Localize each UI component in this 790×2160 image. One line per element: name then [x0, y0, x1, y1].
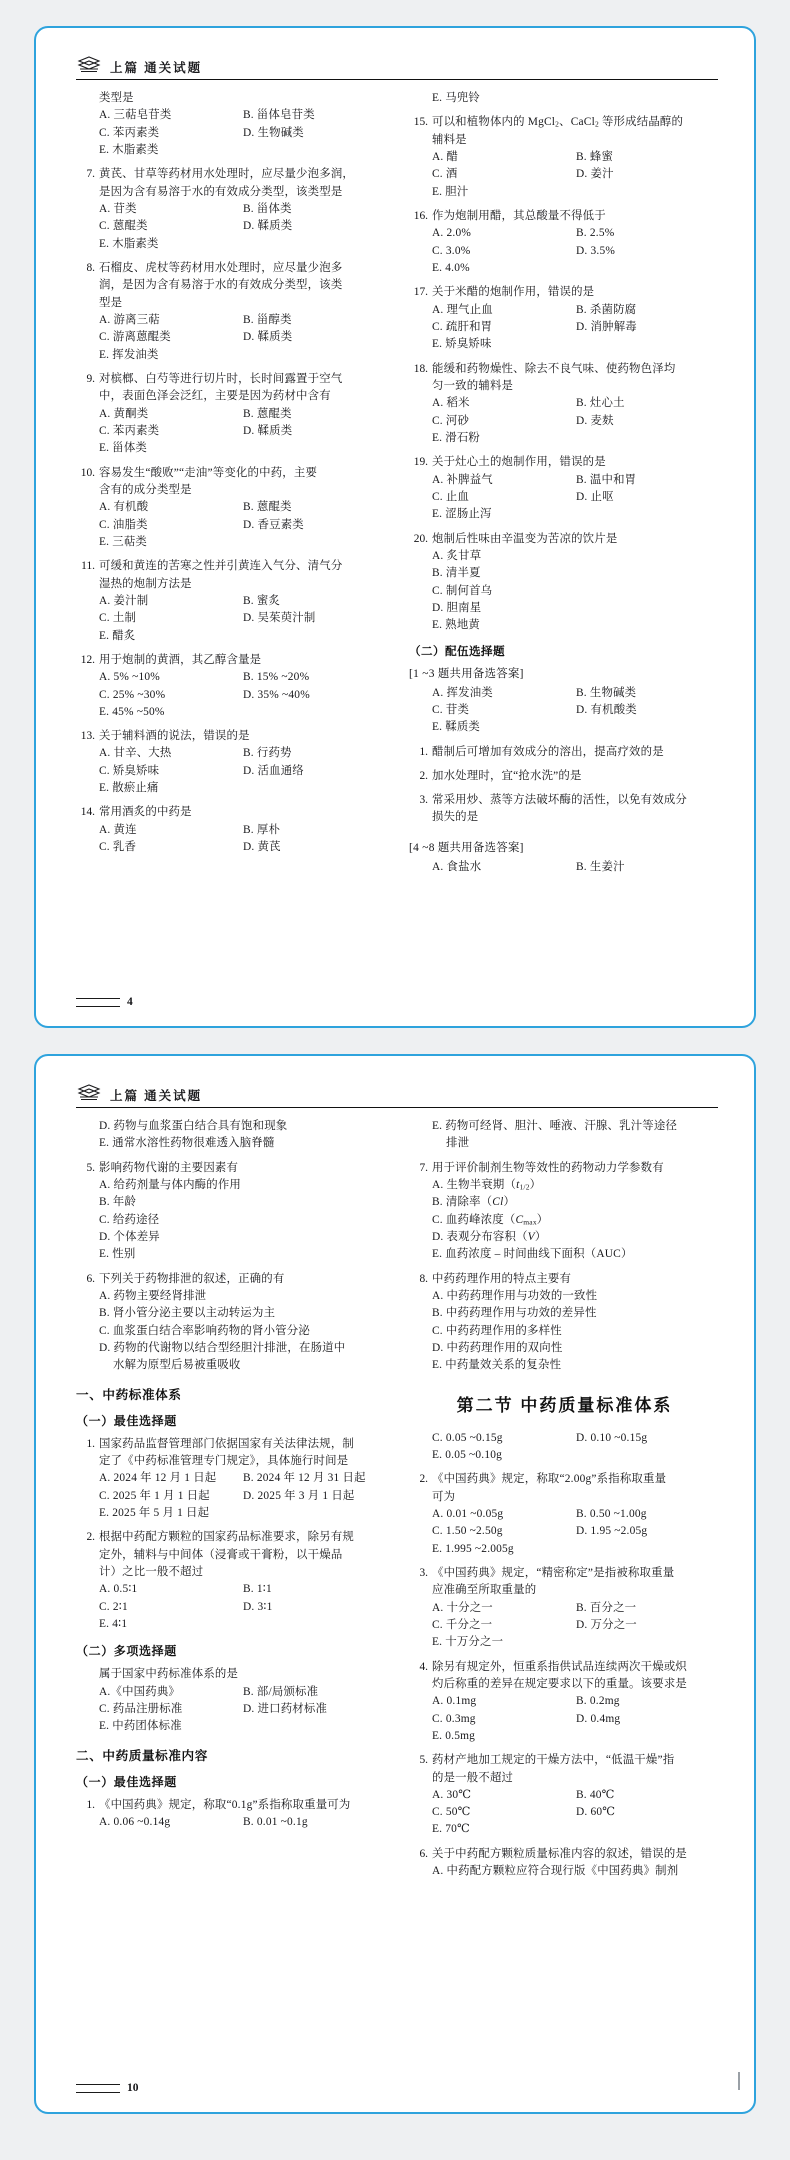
option[interactable]: C. 苯丙素类 — [99, 424, 160, 437]
option[interactable]: E. 1.995 ~2.005g — [432, 1542, 514, 1555]
option[interactable]: D. 生物碱类 — [243, 126, 304, 139]
option[interactable]: E. 胆汁 — [432, 185, 469, 198]
book-stack-icon — [76, 1083, 102, 1103]
option[interactable]: D. 万分之一 — [576, 1618, 637, 1631]
page2-right-column — [409, 1118, 720, 1887]
question-number: 13. — [80, 730, 95, 743]
option[interactable]: B. 行药势 — [243, 747, 292, 760]
option[interactable]: A. 黄酮类 — [99, 407, 149, 420]
option[interactable]: A. 挥发油类 — [432, 686, 493, 699]
option[interactable]: B. 甾醇类 — [243, 313, 292, 326]
matching-item — [409, 768, 720, 785]
question-stem: 国家药品监督管理部门依据国家有关法律法规，制 — [99, 1437, 354, 1450]
page-folio — [76, 996, 133, 1008]
option[interactable]: A. 生物半衰期$(t_{1/2})$ — [432, 1178, 542, 1192]
question-item — [409, 1752, 720, 1839]
option[interactable]: B. 0.01 ~0.1g — [243, 1815, 308, 1828]
question-stem: 中药药理作用的特点主要有 — [432, 1272, 572, 1285]
option[interactable]: A. 姜汁制 — [99, 594, 149, 607]
question-item — [409, 208, 720, 277]
section-heading-level2: （二）多项选择题 — [76, 1644, 177, 1659]
section-heading-level1: 二、中药质量标准内容 — [76, 1748, 208, 1763]
option[interactable]: C. 止血 — [432, 490, 470, 503]
option[interactable]: D. 活血通络 — [243, 764, 304, 777]
matching-shared-options — [409, 685, 720, 737]
question-stem-cont: 可为 — [432, 1490, 456, 1503]
question-item — [76, 371, 387, 458]
question-stem: 能缓和药物燥性、除去不良气味、使药物色泽均 — [432, 362, 676, 375]
question-stem: 用于评价制剂生物等效性的药物动力学参数有 — [432, 1161, 664, 1174]
question-stem-cont: 定外，辅料与中间体（浸膏或干膏粉，以干燥品 — [99, 1548, 343, 1561]
option[interactable]: C. 50℃ — [432, 1806, 471, 1819]
option[interactable]: E. 马兜铃 — [432, 92, 481, 104]
option[interactable]: D. 3∶1 — [243, 1600, 273, 1613]
question-stem: 影响药物代谢的主要因素有 — [99, 1161, 239, 1174]
question-item — [76, 1271, 387, 1375]
book-stack-icon — [76, 55, 102, 75]
question-number: 14. — [80, 806, 95, 819]
question-item — [76, 652, 387, 721]
option[interactable]: C. 土制 — [99, 612, 137, 625]
question-item — [76, 558, 387, 645]
question-number: 3. — [419, 1566, 428, 1579]
option[interactable]: C. 25% ~30% — [99, 688, 166, 701]
question-stem: 常用酒炙的中药是 — [99, 806, 192, 819]
question-number: 20. — [413, 532, 428, 545]
option[interactable]: C. 酒 — [432, 168, 458, 181]
option[interactable]: B. 蒽醌类 — [243, 501, 292, 514]
question-number: 8. — [86, 261, 95, 274]
page2-left-column — [76, 1118, 387, 1838]
question-number: 19. — [413, 456, 428, 469]
question-stem-cont: 润，是因为含有易溶于水的有效成分类型，该类 — [99, 279, 343, 292]
folio-rule — [76, 998, 120, 1007]
option[interactable]: D. 吴茱萸汁制 — [243, 612, 316, 625]
question-stem: 可缓和黄连的苦寒之性并引黄连入气分、清气分 — [99, 560, 343, 573]
question-number: 6. — [419, 1847, 428, 1860]
option[interactable]: E. 十万分之一 — [432, 1636, 504, 1649]
question-stem: 炮制后性味由辛温变为苦凉的饮片是 — [432, 532, 618, 545]
option[interactable]: A. 2.0% — [432, 227, 472, 240]
option[interactable]: A. 有机酸 — [99, 501, 149, 514]
option[interactable]: D. 个体差异 — [99, 1230, 160, 1243]
option[interactable]: C. 油脂类 — [99, 518, 148, 531]
question-item — [76, 1160, 387, 1264]
option[interactable]: D. 鞣质类 — [243, 331, 293, 344]
option[interactable]: A. 三萜皂苷类 — [99, 109, 172, 122]
option[interactable]: D. 表观分布容积（V） — [432, 1230, 547, 1243]
option[interactable]: B. 生姜汁 — [576, 860, 625, 873]
option[interactable]: D. 鞣质类 — [243, 424, 293, 437]
option[interactable]: B. 中药药理作用与功效的差异性 — [432, 1307, 597, 1320]
question-stem: 关于辅料酒的说法，错误的是 — [99, 730, 250, 743]
option[interactable]: D. 0.10 ~0.15g — [576, 1431, 648, 1444]
page1-left-column — [76, 90, 387, 863]
option[interactable]: A. 甘辛、大热 — [99, 747, 172, 760]
option[interactable]: C. 蒽醌类 — [99, 220, 148, 233]
question-stem: 容易发生“酸败”“走油”等变化的中药，主要 — [99, 466, 318, 479]
option[interactable]: C. 矫臭矫味 — [99, 764, 160, 777]
option[interactable]: D. 进口药材标准 — [243, 1702, 328, 1715]
matching-group-label: [4 ~8 题共用备选答案] — [409, 841, 524, 854]
option[interactable]: C. 0.3mg — [432, 1712, 476, 1725]
option[interactable]: A.《中国药典》 — [99, 1685, 181, 1698]
question-number: 7. — [86, 168, 95, 181]
matching-item — [409, 792, 720, 827]
option[interactable]: E. 滑石粉 — [432, 431, 481, 444]
question-number: 16. — [413, 209, 428, 222]
option[interactable]: A. 0.06 ~0.14g — [99, 1815, 171, 1828]
option[interactable]: C. 药品注册标准 — [99, 1702, 183, 1715]
question-item — [409, 454, 720, 523]
option[interactable]: A. 补脾益气 — [432, 473, 493, 486]
option[interactable]: A. 十分之一 — [432, 1601, 493, 1614]
folio-rule — [76, 2084, 120, 2093]
option[interactable]: D. 胆南星 — [432, 601, 482, 614]
question-number: 8. — [419, 1272, 428, 1285]
option[interactable]: C. 3.0% — [432, 244, 471, 257]
section-heading-level2: （一）最佳选择题 — [76, 1413, 177, 1428]
option[interactable]: B. 甾体类 — [243, 202, 292, 215]
question-item — [409, 361, 720, 448]
option[interactable]: A. 2024 年 12 月 1 日起 — [99, 1472, 217, 1485]
option[interactable]: C. 苯丙素类 — [99, 126, 160, 139]
question-number: 3. — [419, 794, 428, 807]
question-number: 10. — [80, 466, 95, 479]
option[interactable]: C. 血药峰浓度$(C_{max})$ — [432, 1213, 549, 1227]
option[interactable]: E. 通常水溶性药物很难透入脑脊髓 — [99, 1137, 275, 1150]
option[interactable]: D. 香豆素类 — [243, 518, 304, 531]
running-head-label: 上篇 通关试题 — [110, 1088, 203, 1103]
option[interactable]: B. 甾体皂苷类 — [243, 109, 315, 122]
chapter-section-title: 第二节 中药质量标准体系 — [456, 1395, 673, 1415]
question-stem-cont: 是因为含有易溶于水的有效成分类型，该类型是 — [99, 185, 343, 198]
option[interactable]: E. 木脂素类 — [99, 143, 159, 156]
option[interactable]: B. 百分之一 — [576, 1601, 637, 1614]
question-item — [409, 1659, 720, 1746]
question-stem: 关于中药配方颗粒质量标准内容的叙述，错误的是 — [432, 1847, 687, 1860]
option[interactable]: D. 35% ~40% — [243, 688, 310, 701]
option[interactable]: E. 矫臭矫味 — [432, 338, 492, 351]
option[interactable]: E. 挥发油类 — [99, 348, 159, 361]
option[interactable]: B. 15% ~20% — [243, 671, 310, 684]
question-item — [76, 1529, 387, 1633]
question-number: 5. — [419, 1754, 428, 1767]
option[interactable]: A. 药物主要经肾排泄 — [99, 1289, 207, 1302]
option[interactable]: E. 涩肠止泻 — [432, 508, 492, 521]
option[interactable]: B. 年龄 — [99, 1196, 137, 1209]
option[interactable]: E. 4∶1 — [99, 1617, 128, 1630]
option[interactable]: E. 0.05 ~0.10g — [432, 1448, 503, 1461]
option[interactable]: B. 40℃ — [576, 1788, 615, 1801]
question-stem: 石榴皮、虎杖等药材用水处理时，应尽量少泡多 — [99, 261, 343, 274]
question-stem-cont: 计）之比一般不超过 — [99, 1565, 204, 1578]
option[interactable]: C. 中药药理作用的多样性 — [432, 1324, 562, 1337]
option[interactable]: C. 给药途径 — [99, 1213, 160, 1226]
question-1-tail — [409, 1430, 720, 1465]
option[interactable]: B. 0.2mg — [576, 1695, 620, 1708]
option[interactable]: D. 鞣质类 — [243, 220, 293, 233]
question-number: 1. — [86, 1437, 95, 1450]
question-14-tail — [409, 90, 720, 107]
option[interactable]: A. 给药剂量与体内酶的作用 — [99, 1178, 242, 1191]
question-stem-cont: 中，表面色泽会泛红，主要是因为药材中含有 — [99, 390, 331, 403]
question-number: 17. — [413, 286, 428, 299]
question-stem: 对槟榔、白芍等进行切片时，长时间露置于空气 — [99, 372, 343, 385]
question-number: 15. — [413, 116, 428, 129]
option[interactable]: E. 药物可经肾、胆汁、唾液、汗腺、乳汁等途径 — [432, 1120, 678, 1132]
option[interactable]: B. 2.5% — [576, 227, 615, 240]
option[interactable]: A. 0.1mg — [432, 1695, 477, 1708]
question-stem-cont: 定了《中药标准管理专门规定》，具体施行时间是 — [99, 1454, 349, 1467]
option[interactable]: D. 0.4mg — [576, 1712, 621, 1725]
question-stem-cont: 应准确至所取重量的 — [432, 1584, 537, 1597]
question-number: 1. — [86, 1798, 95, 1811]
option[interactable]: C. 河砂 — [432, 414, 470, 427]
option[interactable]: C. 血浆蛋白结合率影响药物的肾小管分泌 — [99, 1324, 310, 1337]
question-number: 7. — [419, 1161, 428, 1174]
question-item — [76, 804, 387, 856]
question-stem: 黄芪、甘草等药材用水处理时，应尽量少泡多润， — [99, 168, 354, 181]
question-item — [409, 284, 720, 353]
option[interactable]: E. 醋炙 — [99, 629, 136, 642]
question-stem: 属于国家中药标准体系的是 — [99, 1668, 239, 1681]
option[interactable]: E. 45% ~50% — [99, 705, 165, 718]
option[interactable]: D. 60℃ — [576, 1806, 616, 1819]
option[interactable]: C. 游离蒽醌类 — [99, 331, 171, 344]
option[interactable]: A. 5% ~10% — [99, 671, 160, 684]
page-number: 10 — [127, 2082, 139, 2094]
option[interactable]: C. 苷类 — [432, 703, 470, 716]
question-number: 18. — [413, 362, 428, 375]
option[interactable]: B. 清除率（Cl） — [432, 1196, 516, 1209]
option[interactable]: D. 消肿解毒 — [576, 320, 637, 333]
option[interactable]: C. 千分之一 — [432, 1618, 493, 1631]
question-number: 12. — [80, 653, 95, 666]
option[interactable]: B. 0.50 ~1.00g — [576, 1507, 647, 1520]
option[interactable]: A. 稻米 — [432, 397, 470, 410]
question-item — [409, 1271, 720, 1375]
option[interactable]: B. 杀菌防腐 — [576, 303, 637, 316]
page-folio — [76, 2082, 139, 2094]
question-stem: 《中国药典》规定，称取“0.1g”系指称取重量可为 — [99, 1798, 351, 1811]
option[interactable]: E. 70℃ — [432, 1823, 470, 1836]
question-item — [76, 260, 387, 364]
option[interactable]: A. 炙甘草 — [432, 549, 482, 562]
question-item — [409, 1565, 720, 1652]
option[interactable]: B. 清半夏 — [432, 567, 481, 580]
question-4-tail — [76, 1118, 387, 1153]
question-item — [409, 1471, 720, 1558]
option[interactable]: E. 中药量效关系的复杂性 — [432, 1359, 562, 1372]
option[interactable]: D. 3.5% — [576, 244, 616, 257]
question-number: 4. — [419, 1660, 428, 1673]
question-stem: 《中国药典》规定，称取“2.00g”系指称取重量 — [432, 1473, 667, 1486]
option[interactable]: C. 2∶1 — [99, 1600, 128, 1613]
option[interactable]: C. 2025 年 1 月 1 日起 — [99, 1489, 210, 1502]
question-item — [76, 1436, 387, 1523]
question-item — [409, 531, 720, 635]
question-number: 2. — [86, 1531, 95, 1544]
option[interactable]: D. 止呕 — [576, 490, 614, 503]
question-stem: 关于灶心土的炮制作用，错误的是 — [432, 456, 606, 469]
question-stem: 《中国药典》规定，“精密称定”是指被称取重量 — [432, 1566, 675, 1579]
book-page-1 — [34, 26, 756, 1028]
question-number: 11. — [81, 560, 95, 573]
question-stem: 除另有规定外，恒重系指供试品连续两次干燥或炽 — [432, 1660, 687, 1673]
question-stem: 药材产地加工规定的干燥方法中，“低温干燥”指 — [432, 1754, 675, 1767]
option[interactable]: B. 生物碱类 — [576, 686, 637, 699]
option[interactable]: E. 散瘀止痛 — [99, 782, 159, 795]
question-stem: 醋制后可增加有效成分的溶出，提高疗效的是 — [432, 745, 664, 758]
option[interactable]: A. 苷类 — [99, 202, 137, 215]
question-stem-cont: 辅料是 — [432, 133, 467, 146]
option[interactable]: B. 1∶1 — [243, 1583, 272, 1596]
option[interactable]: C. 疏肝和胃 — [432, 320, 493, 333]
question-item — [76, 465, 387, 552]
question-stem: 常采用炒、蒸等方法破坏酶的活性，以免有效成分 — [432, 794, 687, 807]
question-stem: 根据中药配方颗粒的国家药品标准要求，除另有规 — [99, 1531, 354, 1544]
option[interactable]: D. 麦麸 — [576, 414, 614, 427]
question-stem-cont: 的是一般不超过 — [432, 1771, 514, 1784]
question-number: 1. — [419, 745, 428, 758]
option[interactable]: A. 30℃ — [432, 1788, 472, 1801]
option[interactable]: E. 4.0% — [432, 261, 470, 274]
option[interactable]: C. 0.05 ~0.15g — [432, 1431, 503, 1444]
question-stem-cont: 型是 — [99, 296, 123, 309]
question-6-tail — [76, 90, 387, 159]
question-item — [76, 728, 387, 797]
question-stem-cont: 匀一致的辅料是 — [432, 379, 514, 392]
section-heading-level1: 一、中药标准体系 — [76, 1387, 182, 1402]
option[interactable]: D. 药物的代谢物以结合型经胆汁排泄，在肠道中 — [99, 1341, 346, 1354]
option[interactable]: A. 游离三萜 — [99, 313, 160, 326]
matching-shared-options — [409, 859, 720, 876]
question-stem: 下列关于药物排泄的叙述，正确的有 — [99, 1272, 285, 1285]
option[interactable]: B. 灶心土 — [576, 397, 625, 410]
question-number: 9. — [86, 372, 95, 385]
option-wrap: 排泄 — [446, 1137, 470, 1150]
multi-choice-block — [76, 1666, 387, 1735]
option[interactable]: A. 中药药理作用与功效的一致性 — [432, 1289, 598, 1302]
option[interactable]: E. 0.5mg — [432, 1729, 476, 1742]
option[interactable]: B. 温中和胃 — [576, 473, 637, 486]
page1-right-column — [409, 90, 720, 883]
option[interactable]: D. 黄芪 — [243, 841, 281, 854]
option[interactable]: E. 性别 — [99, 1248, 136, 1261]
question-stem-cont: 湿热的炮制方法是 — [99, 577, 192, 590]
running-head — [76, 1084, 718, 1108]
option[interactable]: A. 理气止血 — [432, 303, 493, 316]
question-stem-cont: 损失的是 — [432, 811, 479, 824]
option[interactable]: D. 药物与血浆蛋白结合具有饱和现象 — [99, 1120, 288, 1132]
option[interactable]: D. 1.95 ~2.05g — [576, 1525, 648, 1538]
option[interactable]: E. 甾体类 — [99, 442, 148, 455]
question-6-tail — [409, 1118, 720, 1153]
option[interactable]: D. 中药药理作用的双向性 — [432, 1341, 563, 1354]
option[interactable]: C. 1.50 ~2.50g — [432, 1525, 503, 1538]
book-page-2 — [34, 1054, 756, 2114]
question-stem: 加水处理时，宜“抢水洗”的是 — [432, 769, 582, 782]
option[interactable]: E. 中药团体标准 — [99, 1720, 182, 1733]
section-heading-level2: （一）最佳选择题 — [76, 1774, 177, 1789]
question-item — [409, 1160, 720, 1264]
question-stem-cont: 含有的成分类型是 — [99, 483, 192, 496]
option[interactable]: E. 木脂素类 — [99, 237, 159, 250]
option[interactable]: B. 2024 年 12 月 31 日起 — [243, 1472, 366, 1485]
question-item — [409, 1846, 720, 1881]
option[interactable]: E. 血药浓度 – 时间曲线下面积（AUC） — [432, 1248, 633, 1261]
option[interactable]: A. 中药配方颗粒应符合现行版《中国药典》制剂 — [432, 1865, 679, 1878]
option[interactable]: A. 醋 — [432, 150, 459, 163]
question-stem: 可以和植物体内的 MgCl$_2$、CaCl$_2$ 等形成结晶醇的 — [432, 116, 684, 129]
option[interactable]: B. 厚朴 — [243, 823, 281, 836]
question-stem-tail: 类型是 — [99, 92, 134, 104]
edge-crop-mark — [738, 2072, 740, 2090]
option[interactable]: B. 肾小管分泌主要以主动转运为主 — [99, 1307, 276, 1320]
option[interactable]: C. 乳香 — [99, 841, 137, 854]
option[interactable]: A. 黄连 — [99, 823, 137, 836]
question-stem-cont: 灼后称重的差异在规定要求以下的重量。该要求是 — [432, 1677, 687, 1690]
option[interactable]: B. 蜜炙 — [243, 594, 281, 607]
question-number: 5. — [86, 1161, 95, 1174]
option[interactable]: D. 2025 年 3 月 1 日起 — [243, 1489, 355, 1502]
option[interactable]: A. 0.5∶1 — [99, 1583, 138, 1596]
question-stem: 作为炮制用醋，其总酸量不得低于 — [432, 209, 606, 222]
option[interactable]: D. 有机酸类 — [576, 703, 637, 716]
question-number: 2. — [419, 1473, 428, 1486]
option[interactable]: B. 蜂蜜 — [576, 150, 614, 163]
matching-section-heading: （二）配伍选择题 — [409, 644, 505, 658]
option[interactable]: A. 0.01 ~0.05g — [432, 1507, 504, 1520]
question-item — [409, 114, 720, 201]
question-stem: 用于炮制的黄酒，其乙醇含量是 — [99, 653, 262, 666]
option[interactable]: B. 蒽醌类 — [243, 407, 292, 420]
option[interactable]: A. 食盐水 — [432, 860, 482, 873]
question-number: 2. — [419, 769, 428, 782]
question-item — [76, 166, 387, 253]
running-head-label: 上篇 通关试题 — [110, 60, 203, 75]
running-head — [76, 56, 718, 80]
question-stem: 关于米醋的炮制作用，错误的是 — [432, 286, 595, 299]
option-wrap: 水解为原型后易被重吸收 — [113, 1359, 241, 1372]
matching-group-label: [1 ~3 题共用备选答案] — [409, 667, 524, 680]
question-number: 6. — [86, 1272, 95, 1285]
option[interactable]: E. 三萜类 — [99, 535, 148, 548]
option[interactable]: C. 制何首乌 — [432, 584, 493, 597]
option[interactable]: E. 熟地黄 — [432, 619, 481, 632]
page-number: 4 — [127, 996, 133, 1008]
question-item — [76, 1797, 387, 1832]
option[interactable]: D. 姜汁 — [576, 168, 614, 181]
matching-item — [409, 744, 720, 761]
option[interactable]: E. 鞣质类 — [432, 721, 481, 734]
option[interactable]: B. 部/局颁标准 — [243, 1685, 319, 1698]
option[interactable]: E. 2025 年 5 月 1 日起 — [99, 1506, 210, 1519]
